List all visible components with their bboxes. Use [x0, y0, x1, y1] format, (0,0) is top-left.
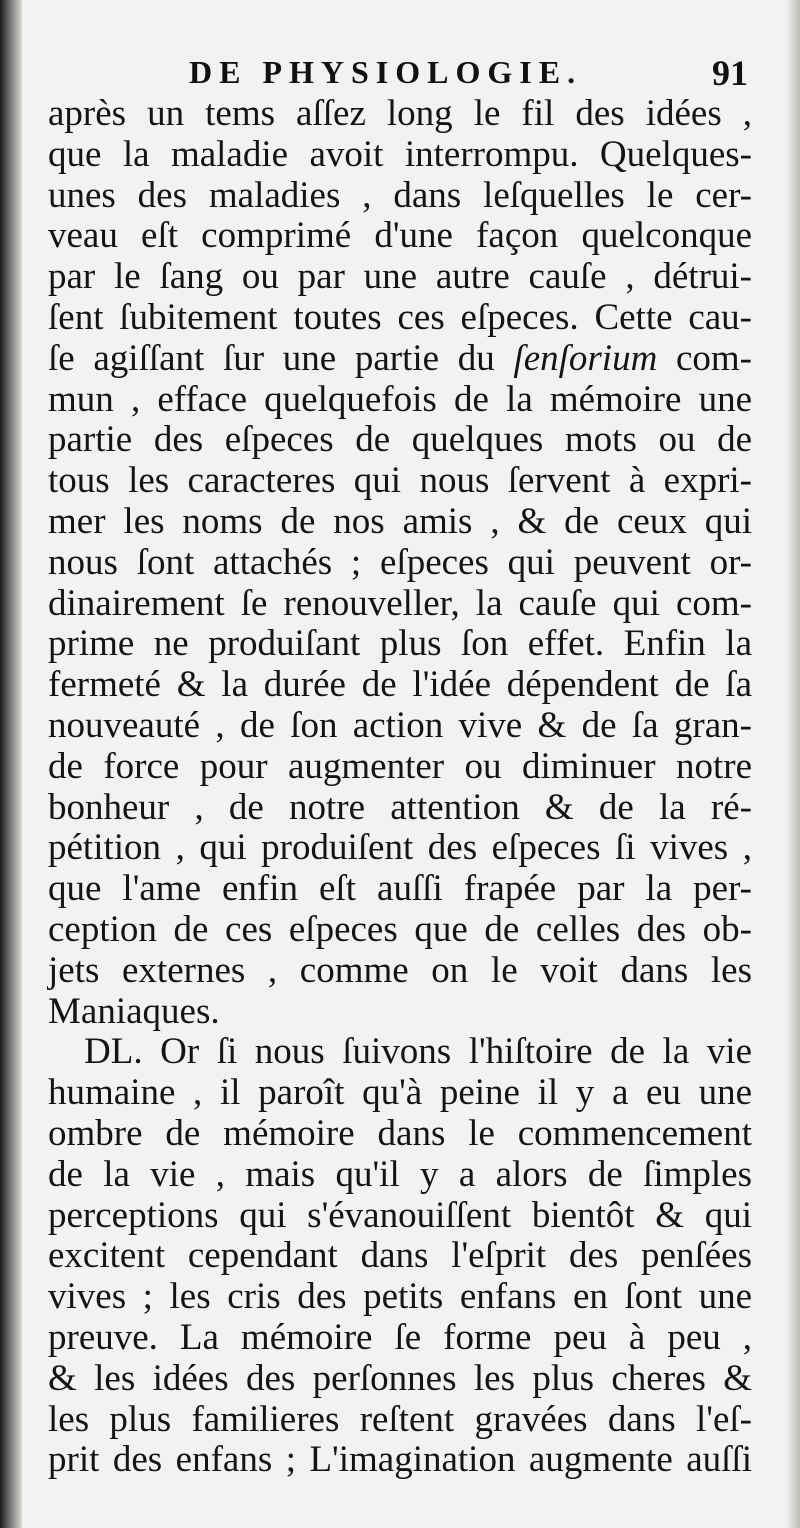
- text-line: Maniaques.: [48, 990, 220, 1032]
- text-line: les plus familieres reſtent gravées dans l'eſ-: [48, 1398, 752, 1440]
- text-line: ſent ſubitement toutes ces eſpeces. Cette cau-: [48, 296, 752, 338]
- text-line: bonheur , de notre attention & de la ré-: [48, 786, 752, 828]
- text-line: mer les noms de nos amis , & de ceux qui: [48, 500, 752, 542]
- text-line: après un tems aſſez long le fil des idées ,: [48, 93, 752, 134]
- text-line: prit des enfans ; L'imagination augmente auſſi: [48, 1439, 752, 1481]
- text-line: jets externes , comme on le voit dans les: [48, 949, 752, 991]
- text-line: & les idées des perſonnes les plus cheres &: [48, 1357, 752, 1399]
- text-line: ception de ces eſpeces que de celles des ob-: [48, 908, 752, 950]
- text-line: que l'ame enfin eſt auſſi frapée par la per-: [48, 868, 752, 910]
- text-line: unes des maladies , dans leſquelles le cer-: [48, 174, 752, 216]
- text-line: partie des eſpeces de quelques mots ou de: [48, 419, 752, 461]
- text-line: mun , efface quelquefois de la mémoire une: [48, 378, 752, 420]
- text-line: de force pour augmenter ou diminuer notre: [48, 745, 752, 787]
- text-line: humaine , il paroît qu'à peine il y a eu une: [48, 1072, 752, 1114]
- text-line: preuve. La mémoire ſe forme peu à peu ,: [48, 1316, 752, 1358]
- italic-term: ſenſorium: [513, 337, 658, 379]
- text-line: tous les caracteres qui nous ſervent à expri-: [48, 460, 752, 502]
- page-number: 91: [712, 53, 748, 93]
- text-segment: com-: [675, 337, 753, 379]
- text-line: DL. Or ſi nous ſuivons l'hiſtoire de la vie: [84, 1031, 752, 1073]
- text-line: pétition , qui produiſent des eſpeces ſi vives ,: [48, 827, 752, 869]
- text-line: [48, 339, 752, 380]
- text-line: nous ſont attachés ; eſpeces qui peuvent or-: [48, 541, 752, 583]
- text-line: veau eſt comprimé d'une façon quelconque: [48, 215, 752, 257]
- text-line: que la maladie avoit interrompu. Quelques-: [48, 133, 752, 175]
- text-line: perceptions qui s'évanouiſſent bientôt & qui: [48, 1194, 752, 1236]
- text-segment: ſe agiſſant ſur une partie du: [48, 337, 495, 379]
- body-text: [34, 94, 752, 1481]
- text-line: fermeté & la durée de l'idée dépendent de ſa: [48, 664, 752, 706]
- text-line: ombre de mémoire dans le commencement: [48, 1112, 752, 1154]
- text-line: prime ne produiſant plus ſon effet. Enfin la: [48, 623, 752, 665]
- running-title: DE PHYSIOLOGIE.: [189, 54, 583, 90]
- text-line: par le ſang ou par une autre cauſe , détrui-: [48, 256, 752, 298]
- text-line: vives ; les cris des petits enfans en ſont une: [48, 1276, 752, 1318]
- running-head: [34, 48, 752, 94]
- text-line: de la vie , mais qu'il y a alors de ſimples: [48, 1153, 752, 1195]
- text-line: excitent cependant dans l'eſprit des penſées: [48, 1235, 752, 1277]
- text-line: dinairement ſe renouveller, la cauſe qui com-: [48, 582, 752, 624]
- text-line: nouveauté , de ſon action vive & de ſa gran-: [48, 704, 752, 746]
